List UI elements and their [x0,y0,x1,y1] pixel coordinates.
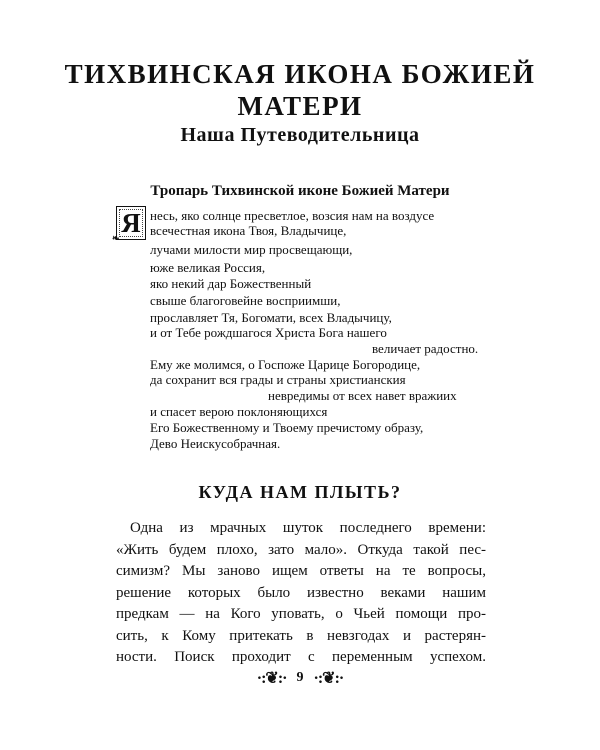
dropcap-ornament-icon: ❧ [112,233,120,243]
verse-line-8: и от Тебе рождшагося Христа Бога нашего [150,325,387,340]
dropcap-glyph: Я [121,207,141,238]
body-line-7: ности. Поиск проходит с переменным успехом. [116,649,486,665]
verse-line-4: юже великая Россия, [150,260,266,275]
chapter-title-line-1: ТИХВИНСКАЯ ИКОНА БОЖИЕЙ [64,59,536,89]
body-line-5: предкам — на Кого уповать, о Чьей помощи про- [116,606,486,622]
left-flourish-icon: ·:❦:· [256,670,287,687]
verse-line-9: величает радостно. [372,341,479,356]
body-line-2: «Жить будем плохо, зато мало». Откуда такой пес- [116,541,486,558]
verse-line-12: невредимы от всех навет вражиих [268,388,457,403]
verse-line-11: да сохранит вся грады и страны христианския [150,372,406,387]
verse-line-5: яко некий дар Божественный [150,276,312,291]
section-heading: КУДА НАМ ПЛЫТЬ? [198,482,402,502]
verse-line-3: лучами милости мир просвещающи, [150,242,353,257]
chapter-title-line-2: МАТЕРИ [237,91,363,121]
verse-line-2: всечестная икона Твоя, Владычице, [150,223,347,238]
verse-line-14: Его Божественному и Твоему пречистому образу, [150,420,424,435]
verse-line-1: несь, яко солнце пресветлое, возсия нам на воздусе [150,208,435,223]
dropcap-letter [112,206,146,243]
page-footer [200,668,400,688]
chapter-subtitle: Наша Путеводительница [180,124,420,146]
page-number: 9 [296,670,304,685]
right-flourish-icon: ·:❦:· [313,670,344,687]
verse-line-15: Дево Неискусобрачная. [150,436,281,451]
verse-line-6: свыше благоговейне восприимши, [150,293,341,308]
verse-line-10: Ему же молимся, о Госпоже Царице Богородице, [150,357,421,372]
verse-line-13: и спасет верою поклоняющихся [150,404,328,419]
verse-line-7: прославляет Тя, Богомати, всех Владычицу, [150,310,392,325]
chapter-title [60,58,540,122]
body-line-1: Одна из мрачных шуток последнего времени: [130,520,486,536]
troparion-heading: Тропарь Тихвинской иконе Божией Матери [150,183,450,199]
body-line-6: сить, к Кому притекать в невзгодах и растерян- [116,627,486,644]
body-line-3: симизм? Мы заново ищем ответы на те вопросы, [116,563,486,579]
body-line-4: решение которых было известно веками нашим [116,584,486,601]
body-paragraph [116,518,486,669]
